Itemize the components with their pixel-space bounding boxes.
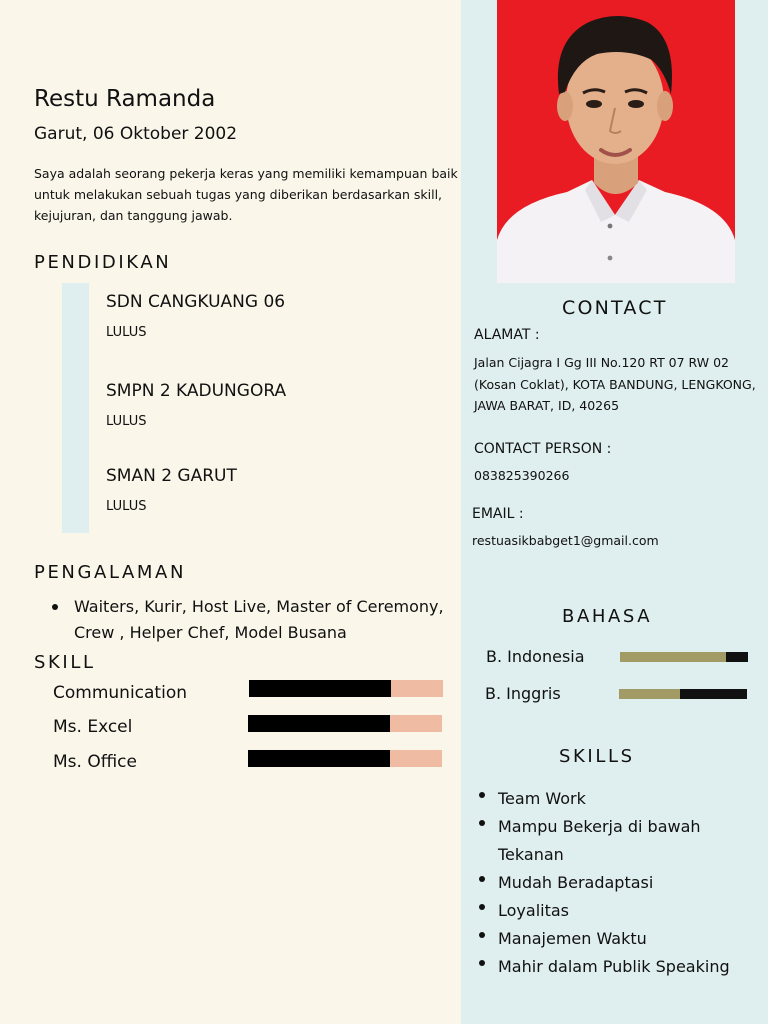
- skill-level-fill: [249, 680, 391, 697]
- experience-heading: PENGALAMAN: [34, 562, 187, 583]
- language-label: B. Indonesia: [486, 647, 585, 666]
- bullet-icon: [479, 820, 485, 826]
- contact-heading: CONTACT: [562, 297, 668, 319]
- bullet-icon: [52, 604, 58, 610]
- language-label: B. Inggris: [485, 684, 561, 703]
- skill-item-label: Mahir dalam Publik Speaking: [498, 957, 730, 976]
- language-heading: BAHASA: [562, 606, 653, 627]
- education-school: SMPN 2 KADUNGORA: [106, 381, 287, 401]
- contact-person-value: 083825390266: [474, 468, 570, 483]
- language-level-fill: [619, 689, 680, 699]
- skill-item-label: Manajemen Waktu: [498, 929, 647, 948]
- education-timeline-bar: [62, 283, 89, 533]
- profile-photo: [497, 0, 735, 283]
- list-item: [476, 953, 766, 981]
- skills-heading: SKILLS: [559, 746, 635, 767]
- language-level-bar: [620, 652, 748, 662]
- language-level-bar: [619, 689, 747, 699]
- bullet-icon: [479, 904, 485, 910]
- bullet-icon: [479, 960, 485, 966]
- education-school: SMAN 2 GARUT: [106, 466, 237, 486]
- experience-item: Waiters, Kurir, Host Live, Master of Ceremony, Crew , Helper Chef, Model Busana: [74, 597, 444, 642]
- summary-text: Saya adalah seorang pekerja keras yang memiliki kemampuan baik untuk melakukan sebuah tugas yang diberikan berdasarkan skill, kejujuran, dan tanggung jawab.: [34, 166, 458, 223]
- full-name: Restu Ramanda: [34, 86, 216, 112]
- skill-level-fill: [248, 750, 390, 767]
- education-heading: PENDIDIKAN: [34, 252, 172, 273]
- education-school: SDN CANGKUANG 06: [106, 292, 286, 312]
- bullet-icon: [479, 932, 485, 938]
- skill-item-label: Mampu Bekerja di bawah Tekanan: [498, 817, 701, 864]
- skill-label: Communication: [53, 683, 187, 703]
- skill-level-bar: [249, 680, 443, 697]
- education-status: LULUS: [106, 325, 147, 340]
- contact-person-label: CONTACT PERSON :: [474, 441, 612, 457]
- address-value: Jalan Cijagra I Gg III No.120 RT 07 RW 02 (Kosan Coklat), KOTA BANDUNG, LENGKONG, JAWA BARAT, ID, 40265: [474, 355, 756, 413]
- skill-label: Ms. Excel: [53, 717, 133, 737]
- address-label: ALAMAT :: [474, 327, 540, 343]
- email-label: EMAIL :: [472, 506, 524, 522]
- skill-level-bar: [248, 715, 442, 732]
- skill-heading: SKILL: [34, 652, 96, 673]
- education-status: LULUS: [106, 414, 147, 429]
- list-item: [476, 897, 766, 925]
- bullet-icon: [479, 792, 485, 798]
- list-item: [476, 925, 766, 953]
- skill-item-label: Loyalitas: [498, 901, 569, 920]
- birth-place-date: Garut, 06 Oktober 2002: [34, 124, 238, 144]
- email-value: restuasikbabget1@gmail.com: [472, 533, 659, 548]
- education-status: LULUS: [106, 499, 147, 514]
- skill-item-label: Team Work: [498, 789, 586, 808]
- skill-level-fill: [248, 715, 390, 732]
- skill-label: Ms. Office: [53, 752, 137, 772]
- bullet-icon: [479, 876, 485, 882]
- person-portrait-icon: [497, 0, 735, 283]
- language-level-fill: [620, 652, 726, 662]
- skill-item-label: Mudah Beradaptasi: [498, 873, 654, 892]
- list-item: [476, 785, 766, 813]
- list-item: [476, 869, 766, 897]
- skill-level-bar: [248, 750, 442, 767]
- skills-list: [476, 785, 766, 981]
- list-item: [476, 813, 766, 869]
